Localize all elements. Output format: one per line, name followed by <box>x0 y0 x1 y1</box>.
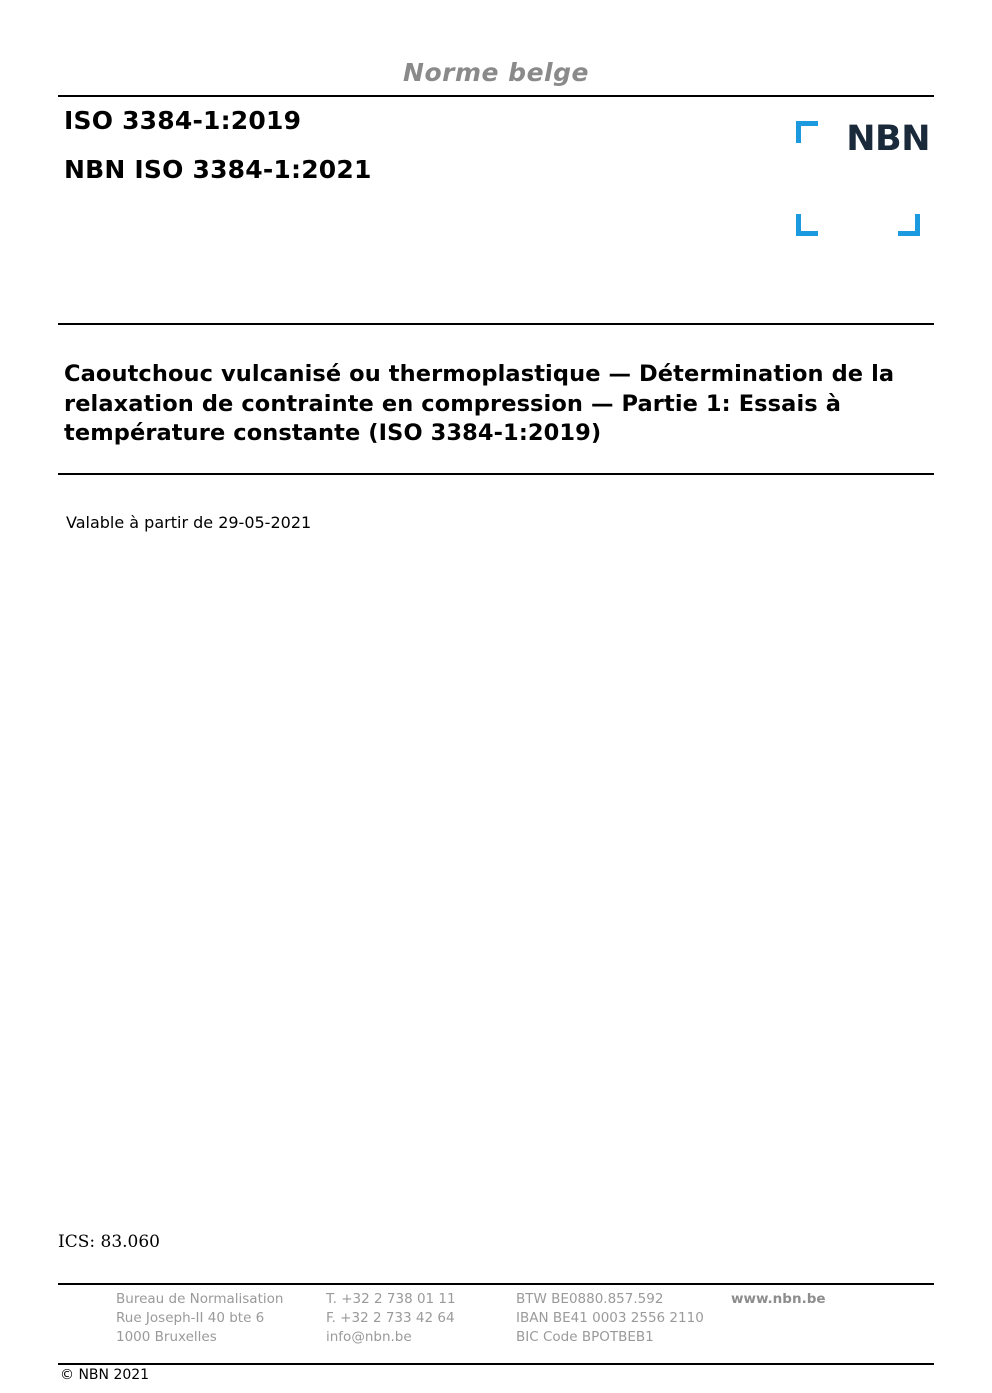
footer-website-link[interactable]: www.nbn.be <box>731 1291 826 1307</box>
bottom-divider <box>58 1363 934 1365</box>
validity-date: Valable à partir de 29-05-2021 <box>66 513 312 532</box>
iso-reference: ISO 3384-1:2019 <box>64 106 302 135</box>
footer-email[interactable]: info@nbn.be <box>326 1329 412 1346</box>
footer-address-line1: Bureau de Normalisation <box>116 1291 284 1307</box>
footer-address-line2: Rue Joseph-II 40 bte 6 <box>116 1310 265 1327</box>
reference-divider <box>58 323 934 325</box>
ics-code: ICS: 83.060 <box>58 1232 160 1252</box>
footer-bic: BIC Code BPOTBEB1 <box>516 1329 654 1346</box>
page-header-title: Norme belge <box>403 58 589 87</box>
nbn-reference: NBN ISO 3384-1:2021 <box>64 155 372 184</box>
header-divider <box>58 95 934 97</box>
footer-website <box>731 1290 911 1347</box>
footer-bank-details <box>516 1290 731 1347</box>
footer-fax: F. +32 2 733 42 64 <box>326 1310 455 1327</box>
footer-iban: IBAN BE41 0003 2556 2110 <box>516 1310 704 1327</box>
footer-contact <box>326 1290 516 1347</box>
nbn-logo <box>790 112 930 252</box>
footer-divider <box>58 1283 934 1285</box>
logo-corner-bottom-left-icon <box>796 214 818 236</box>
footer <box>116 1290 936 1347</box>
logo-wordmark: NBN <box>846 119 930 159</box>
footer-phone: T. +32 2 738 01 11 <box>326 1291 456 1307</box>
document-title: Caoutchouc vulcanisé ou thermoplastique — Détermination de la relaxation de contrainte en compression — Partie 1: Essais à température constante (ISO 3384-1:2019) <box>64 361 895 447</box>
logo-corner-bottom-right-icon <box>898 214 920 236</box>
footer-vat: BTW BE0880.857.592 <box>516 1291 664 1307</box>
copyright-notice: © NBN 2021 <box>60 1367 150 1383</box>
logo-corner-top-left-icon <box>796 121 818 143</box>
standard-reference-block <box>64 108 584 182</box>
footer-address <box>116 1290 326 1347</box>
footer-address-line3: 1000 Bruxelles <box>116 1329 217 1346</box>
title-divider <box>58 473 934 475</box>
